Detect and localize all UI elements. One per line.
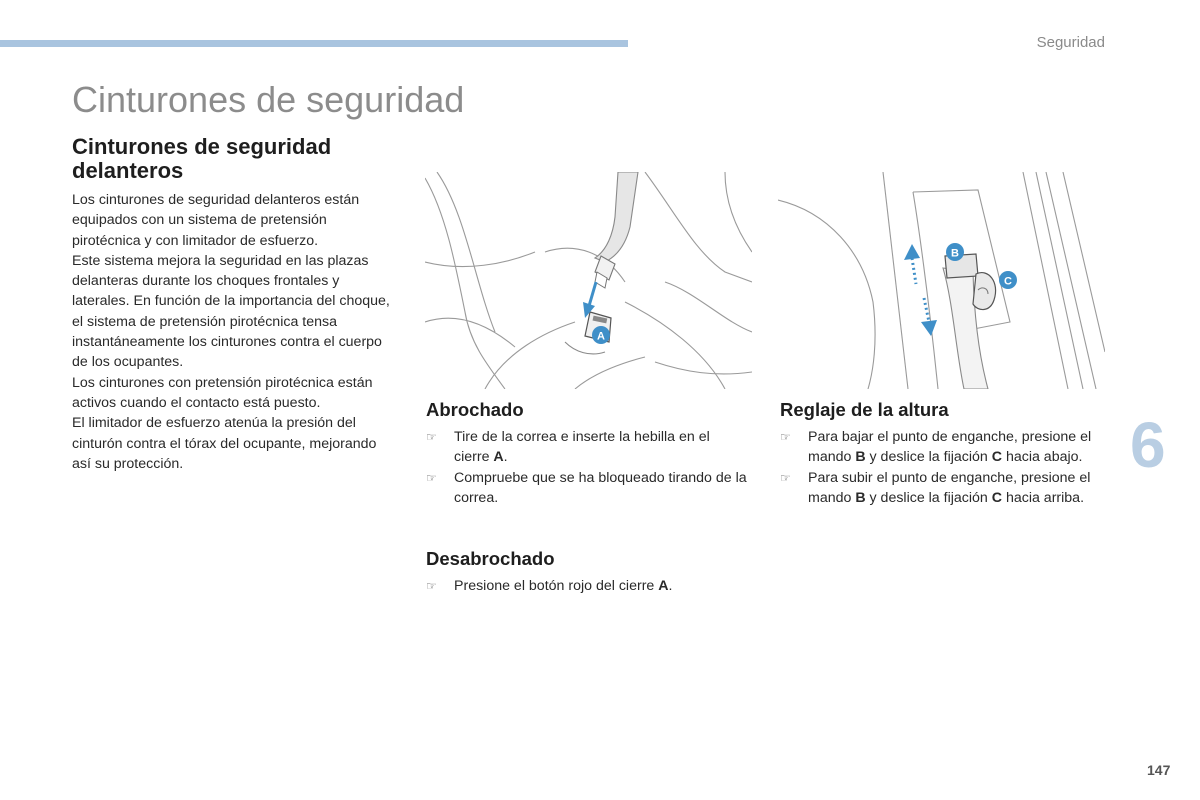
list-item: ☞ Presione el botón rojo del cierre A. [426, 576, 748, 596]
abrochado-list [426, 427, 748, 508]
list-item: ☞ Compruebe que se ha bloqueado tirando de la correa. [426, 469, 747, 506]
section-subtitle: Cinturones de seguridad delanteros [72, 134, 332, 183]
intro-paragraph: El limitador de esfuerzo atenúa la presión del cinturón contra el tórax del ocupante, mejorando así su protección. [72, 415, 377, 472]
list-item: ☞ Para subir el punto de enganche, presione el mando B y deslice la fijación C hacia arriba. [780, 469, 1091, 506]
header-accent-bar [0, 40, 628, 47]
pointing-hand-icon: ☞ [426, 470, 437, 485]
page-title: Cinturones de seguridad [72, 79, 465, 120]
pointing-hand-icon: ☞ [426, 579, 437, 593]
intro-text [72, 190, 397, 474]
intro-paragraph: Este sistema mejora la seguridad en las plazas delanteras durante los choques frontales y laterales. En función de la importancia del choque, el sistema de pretensión pirotécnica tensa instantáneamente los cinturones contra el cuerpo de los ocupantes. [72, 252, 390, 371]
adjuster-label-c: C [1004, 275, 1012, 288]
buckle-label-a: A [597, 330, 605, 343]
height-adjuster-drawing [778, 172, 1105, 389]
intro-paragraph: Los cinturones de seguridad delanteros están equipados con un sistema de pretensión pirotécnica y con limitador de esfuerzo. [72, 192, 360, 249]
list-item: ☞ Tire de la correa e inserte la hebilla en el cierre A. [426, 429, 710, 466]
page-number: 147 [1147, 762, 1171, 778]
heading-abrochado: Abrochado [426, 399, 524, 420]
buckle-illustration [425, 172, 752, 389]
heading-desabrochado: Desabrochado [426, 548, 555, 569]
pointing-hand-icon: ☞ [426, 430, 437, 444]
height-adjuster-illustration [778, 172, 1105, 389]
buckle-drawing [425, 172, 752, 389]
intro-paragraph: Los cinturones con pretensión pirotécnica están activos cuando el contacto está puesto. [72, 374, 373, 411]
list-item: ☞ Para bajar el punto de enganche, presione el mando B y deslice la fijación C hacia abajo. [780, 429, 1092, 466]
pointing-hand-icon: ☞ [780, 430, 791, 444]
pointing-hand-icon: ☞ [780, 470, 791, 485]
reglaje-list [780, 427, 1102, 508]
chapter-number: 6 [1130, 409, 1166, 481]
desabrochado-list [426, 576, 748, 596]
section-label: Seguridad [1036, 34, 1105, 51]
adjuster-label-b: B [951, 247, 959, 260]
heading-reglaje: Reglaje de la altura [780, 399, 949, 420]
